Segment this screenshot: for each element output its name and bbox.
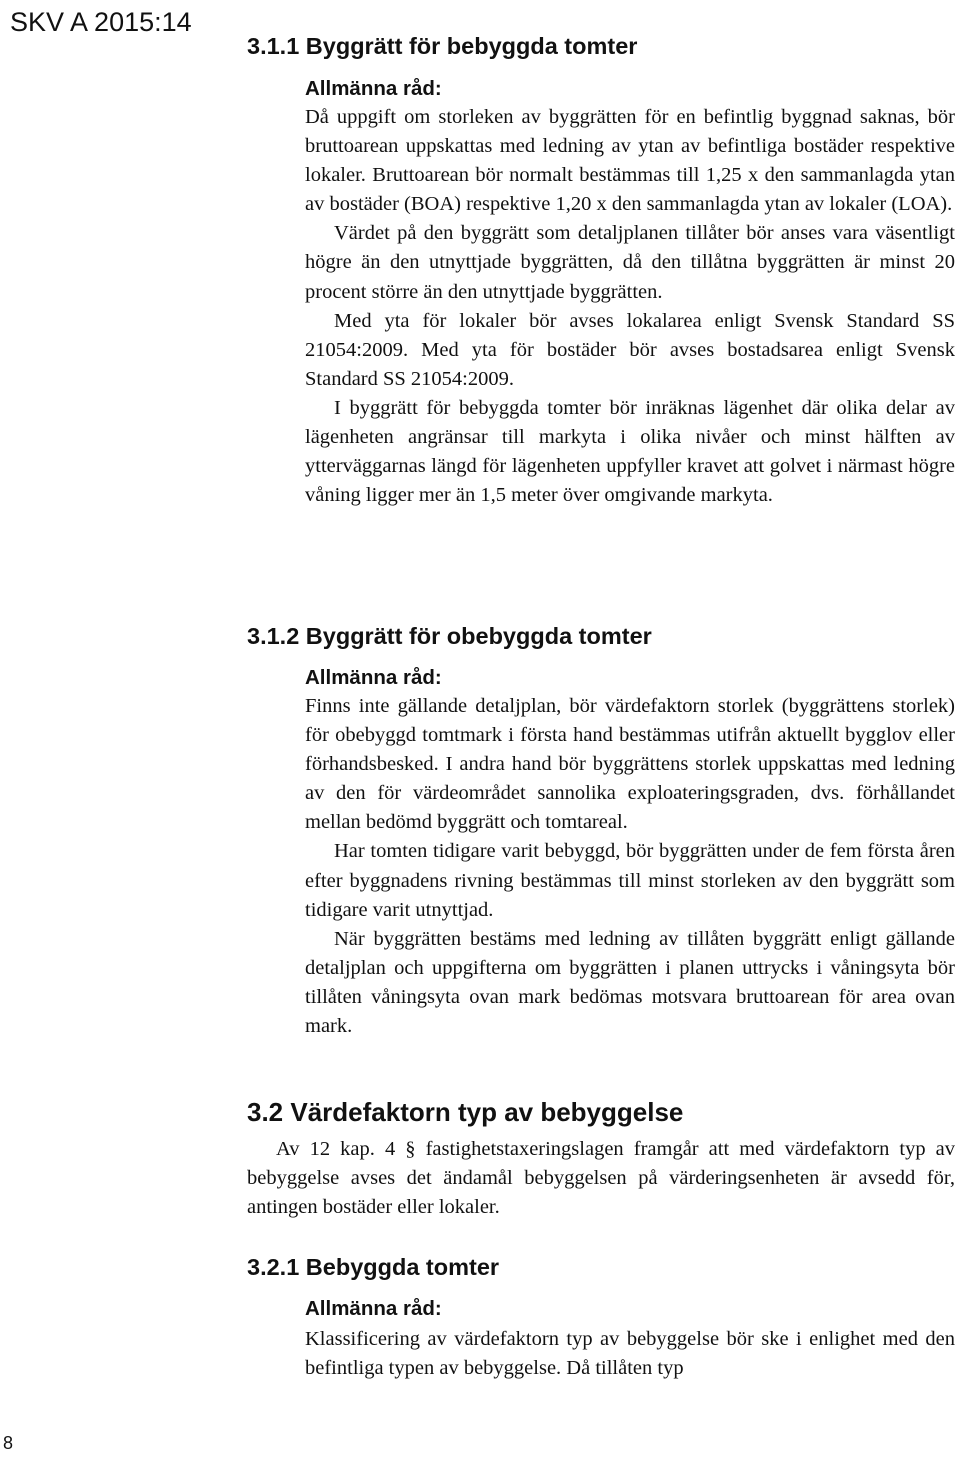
- section-heading-3-2-1: 3.2.1 Bebyggda tomter: [247, 1254, 500, 1280]
- section-body-3-2-1: [305, 1325, 955, 1383]
- section-heading-3-1-2: 3.1.2 Byggrätt för obebyggda tomter: [247, 623, 652, 649]
- general-advice-label: Allmänna råd:: [305, 1297, 442, 1320]
- general-advice-label: Allmänna råd:: [305, 666, 442, 689]
- section-heading-3-2: 3.2 Värdefaktorn typ av bebyggelse: [247, 1097, 684, 1127]
- paragraph: Klassificering av värdefaktorn typ av bebyggelse bör ske i enlighet med den befintliga typen av bebyggelse. Då tillåten typ: [305, 1328, 955, 1380]
- section-body-3-1-2: [305, 692, 955, 1041]
- paragraph: Finns inte gällande detaljplan, bör värdefaktorn storlek (byggrättens storlek) för obebyggd tomtmark i första hand bestämmas utifrån aktuellt bygglov eller förhandsbesked. I andra hand bör byggrättens storlek uppskattas med ledning av den för värdeområdet sannolika exploateringsgraden, dvs. förhållandet mellan bedömd byggrätt och tomtareal.: [305, 695, 955, 834]
- paragraph: När byggrätten bestäms med ledning av tillåten byggrätt enligt gällande detaljplan och uppgifterna om byggrätten i planen uttrycks i våningsyta bör tillåten våningsyta ovan mark bedömas motsvara bruttoarean för area ovan mark.: [305, 927, 955, 1038]
- paragraph: Med yta för lokaler bör avses lokalarea enligt Svensk Standard SS 21054:2009. Med yta för bostäder bör avses bostadsarea enligt Svensk Standard SS 21054:2009.: [305, 309, 955, 390]
- page-number: 8: [3, 1433, 14, 1453]
- paragraph: Av 12 kap. 4 § fastighetstaxeringslagen framgår att med värdefaktorn typ av bebyggelse avses det ändamål bebyggelsen på värderingsenheten är avsedd för, antingen bostäder eller lokaler.: [247, 1138, 955, 1219]
- paragraph: Då uppgift om storleken av byggrätten för en befintlig byggnad saknas, bör bruttoarean uppskattas med ledning av ytan av befintliga bostäder respektive lokaler. Bruttoarean bör normalt bestämmas till 1,25 x den sammanlagda ytan av bostäder (BOA) respektive 1,20 x den sammanlagda ytan av lokaler (LOA).: [305, 106, 955, 216]
- section-body-3-1-1: [305, 103, 955, 510]
- paragraph: Värdet på den byggrätt som detaljplanen tillåter bör anses vara väsentligt högre än den utnyttjade byggrätten, då den tillåtna byggrätten är minst 20 procent större än den utnyttjade byggrätten.: [305, 222, 955, 303]
- paragraph: Har tomten tidigare varit bebyggd, bör byggrätten under de fem första åren efter byggnadens rivning bestämmas till minst storleken av den byggrätt som tidigare varit utnyttjad.: [305, 840, 955, 921]
- section-body-3-2: [247, 1135, 955, 1222]
- general-advice-label: Allmänna råd:: [305, 77, 442, 100]
- paragraph: I byggrätt för bebyggda tomter bör inräknas lägenhet där olika delar av lägenheten angränsar till markyta i olika nivåer och minst hälften av ytterväggarnas längd för lägenheten uppfyller kravet att golvet i närmast högre våning ligger mer än 1,5 meter över omgivande markyta.: [305, 396, 955, 507]
- document-id-header: SKV A 2015:14: [10, 7, 192, 37]
- section-heading-3-1-1: 3.1.1 Byggrätt för bebyggda tomter: [247, 33, 638, 59]
